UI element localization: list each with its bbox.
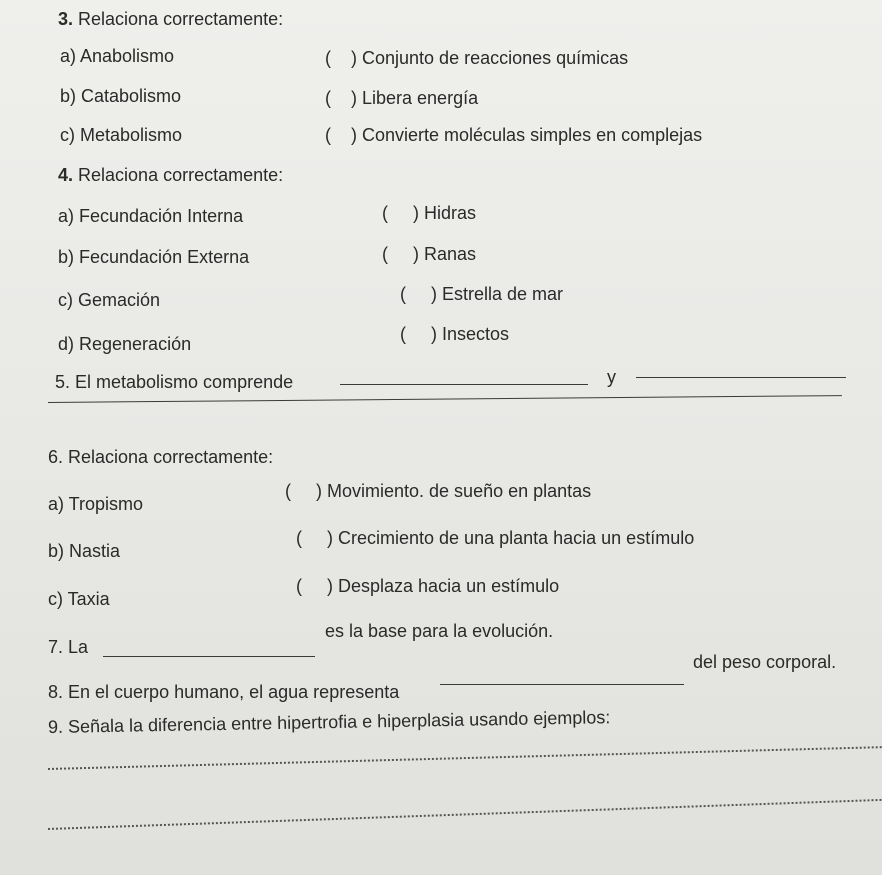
q6-right-1: Movimiento. de sueño en plantas [327, 481, 592, 501]
q3-left-a: a) Anabolismo [60, 46, 175, 66]
q4-right-3: Estrella de mar [442, 284, 564, 304]
q6-match-3[interactable]: ( ) Desplaza hacia un estímulo [296, 576, 560, 596]
q3-left-b: b) Catabolismo [60, 86, 182, 106]
q3-right-2: Libera energía [362, 88, 479, 108]
q4-match-4[interactable]: ( ) Insectos [400, 324, 510, 344]
q6-match-1[interactable]: ( ) Movimiento. de sueño en plantas [285, 481, 592, 501]
q4-left-d: d) Regeneración [58, 334, 192, 354]
q3-title: Relaciona correctamente: [78, 9, 284, 29]
q5-blank-1[interactable] [340, 384, 588, 385]
q3-left-c: c) Metabolismo [60, 125, 183, 145]
q4-match-2[interactable]: ( ) Ranas [382, 244, 477, 264]
q7-blank[interactable] [103, 656, 315, 657]
q5-blank-3[interactable] [48, 395, 842, 403]
q4-number: 4. [58, 165, 74, 185]
q8-prefix: 8. En el cuerpo humano, el agua representa [48, 682, 400, 702]
q8-suffix: del peso corporal. [693, 652, 837, 672]
q3-right-3: Convierte moléculas simples en complejas [362, 125, 703, 145]
q4-match-1[interactable]: ( ) Hidras [382, 203, 477, 223]
q6-left-c: c) Taxia [48, 589, 110, 609]
q4-right-2: Ranas [424, 244, 477, 264]
q7-suffix: es la base para la evolución. [325, 621, 554, 641]
q7-prefix: 7. La [48, 637, 89, 657]
q9-text: 9. Señala la diferencia entre hipertrofia e hiperplasia usando ejemplos: [47, 707, 611, 737]
q5-text: 5. El metabolismo comprende [55, 372, 294, 392]
q3-number: 3. [58, 9, 74, 29]
q6-heading: 6. Relaciona correctamente: [48, 447, 274, 467]
q3-match-2[interactable]: ( ) Libera energía [325, 88, 479, 108]
q3-right-1: Conjunto de reacciones químicas [362, 48, 629, 68]
q8-blank[interactable] [440, 684, 684, 685]
q4-right-4: Insectos [442, 324, 510, 344]
q6-right-3: Desplaza hacia un estímulo [338, 576, 560, 596]
q4-heading [58, 164, 283, 186]
q6-left-b: b) Nastia [48, 541, 121, 561]
q4-right-1: Hidras [424, 203, 477, 223]
q9-answer-line-1[interactable] [48, 746, 882, 770]
q6-right-2: Crecimiento de una planta hacia un estímulo [338, 528, 695, 548]
q6-left-a: a) Tropismo [48, 494, 144, 514]
q4-left-c: c) Gemación [58, 290, 161, 310]
q4-left-a: a) Fecundación Interna [58, 206, 244, 226]
q5-connector: y [607, 367, 616, 387]
q9-answer-line-2[interactable] [48, 799, 882, 830]
q4-match-3[interactable]: ( ) Estrella de mar [400, 284, 564, 304]
q4-title: Relaciona correctamente: [78, 165, 284, 185]
q3-match-3[interactable]: ( ) Convierte moléculas simples en complejas [325, 125, 703, 145]
q6-match-2[interactable]: ( ) Crecimiento de una planta hacia un estímulo [296, 528, 695, 548]
q3-match-1[interactable]: ( ) Conjunto de reacciones químicas [325, 48, 629, 68]
q4-left-b: b) Fecundación Externa [58, 247, 250, 267]
q3-heading [58, 8, 283, 30]
q5-blank-2[interactable] [636, 377, 846, 378]
